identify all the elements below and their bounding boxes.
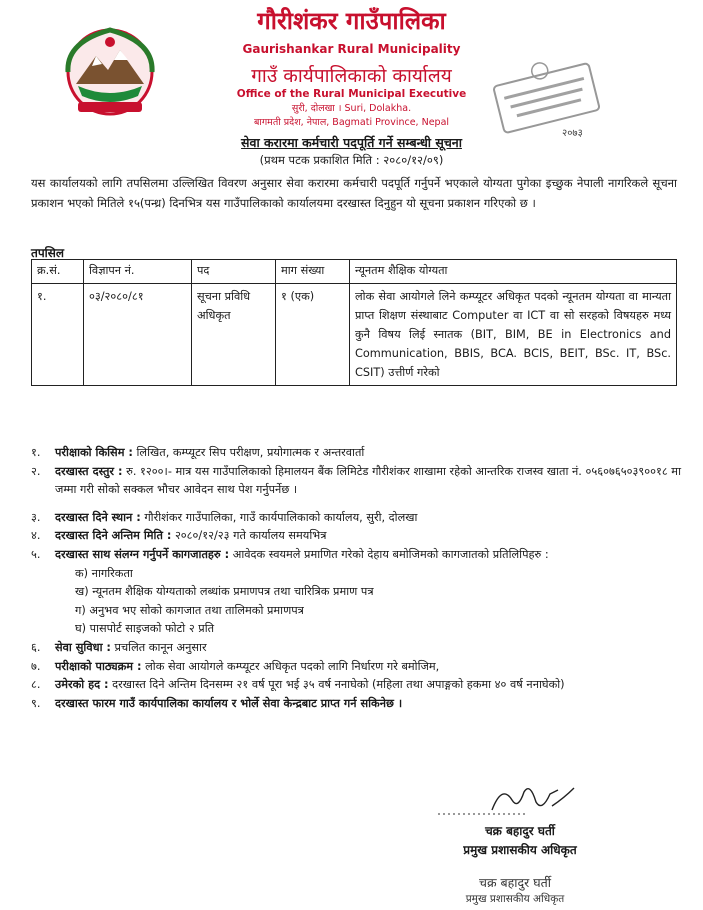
header-ad-no: विज्ञापन नं. bbox=[84, 260, 192, 284]
cell-qualification: लोक सेवा आयोगले लिने कम्प्यूटर अधिकृत पदको न्यूनतम योग्यता वा मान्यता प्राप्त शिक्षण संस्थाबाट Computer वा ICT वा सो सरहको विषयहरु मध्य कुनै विषय लिई स्नातक (BIT, BIM, BE in Electronics and Communication, BBIS, BCA. BCIS, BEIT, BSc. IT, BSc. CSIT) उत्तीर्ण गरेको bbox=[350, 284, 677, 386]
address-line-1: सुरी, दोलखा । Suri, Dolakha. bbox=[291, 103, 412, 114]
address-line-2: बागमती प्रदेश, नेपाल, Bagmati Province, Nepal bbox=[253, 117, 450, 128]
cell-demand: १ (एक) bbox=[276, 284, 350, 386]
cell-sn: १. bbox=[32, 284, 84, 386]
list-item: ८. उमेरको हद : दरखास्त दिने अन्तिम दिनसम्म २१ वर्ष पूरा भई ३५ वर्ष ननाघेको (महिला तथा अपाङ्गको हकमा ४० वर्ष ननाघेको) bbox=[31, 678, 565, 692]
signatory-title: प्रमुख प्रशासकीय अधिकृत bbox=[463, 843, 577, 857]
document-item: घ) पासपोर्ट साइजको फोटो २ प्रति bbox=[75, 622, 215, 636]
vacancy-table bbox=[31, 259, 677, 386]
office-name-nepali: गौरीशंकर गाउँपालिका bbox=[257, 7, 446, 35]
header-demand: माग संख्या bbox=[276, 260, 350, 284]
signatory-block bbox=[420, 822, 620, 860]
conditions-list bbox=[31, 444, 681, 713]
name-seal bbox=[420, 874, 610, 908]
cell-ad-no: ०३/२०८०/८१ bbox=[84, 284, 192, 386]
document-item: ख) न्यूनतम शैक्षिक योग्यताको लब्धांक प्रमाणपत्र तथा चारित्रिक प्रमाण पत्र bbox=[75, 585, 374, 599]
handwritten-signature bbox=[432, 780, 592, 820]
list-item: १. परीक्षाको किसिम : लिखित, कम्प्यूटर सिप परीक्षण, प्रयोगात्मक र अन्तरवार्ता bbox=[31, 446, 365, 459]
executive-office-nepali: गाउँ कार्यपालिकाको कार्यालय bbox=[251, 65, 452, 87]
publication-date: (प्रथम पटक प्रकाशित मिति : २०८०/१२/०९) bbox=[259, 153, 444, 167]
seal-title: प्रमुख प्रशासकीय अधिकृत bbox=[465, 893, 565, 905]
header-post: पद bbox=[192, 260, 276, 284]
list-item: २. दरखास्त दस्तुर : रु. १२००।- मात्र यस गाउँपालिकाको हिमालयन बैंक लिमिटेड गौरीशंकर शाखामा रहेको आन्तरिक राजस्व खाता नं. ०५६०७६५०३९००१८ मा जम्मा गरी सोको सक्कल भौचर आवेदन साथ पेश गर्नुपर्नेछ । bbox=[31, 464, 681, 497]
executive-office-english: Office of the Rural Municipal Executive bbox=[236, 88, 467, 100]
list-item: ७. परीक्षाको पाठ्यक्रम : लोक सेवा आयोगले कम्प्यूटर अधिकृत पदको लागि निर्धारण गरे बमोजिम, bbox=[31, 659, 440, 673]
office-name-english: Gaurishankar Rural Municipality bbox=[242, 42, 461, 56]
stamp-year: २०७३ bbox=[562, 128, 583, 139]
list-item: ३. दरखास्त दिने स्थान : गौरीशंकर गाउँपालिका, गाउँ कार्यपालिकाको कार्यालय, सुरी, दोलखा bbox=[31, 510, 418, 524]
list-item: ४. दरखास्त दिने अन्तिम मिति : २०८०/१२/२३ गते कार्यालय समयभित्र bbox=[31, 529, 327, 543]
cell-post: सूचना प्रविधि अधिकृत bbox=[192, 284, 276, 386]
notice-title: सेवा करारमा कर्मचारी पदपूर्ति गर्ने सम्बन्धी सूचना bbox=[241, 135, 462, 150]
table-row bbox=[32, 284, 677, 386]
list-item: ९. दरखास्त फारम गाउँ कार्यपालिका कार्यालय र भोर्ले सेवा केन्द्रबाट प्राप्त गर्न सकिनेछ । bbox=[31, 696, 403, 710]
document-item: क) नागरिकता bbox=[75, 566, 133, 580]
seal-name: चक्र बहादुर घर्ती bbox=[479, 875, 551, 890]
list-item: ५. दरखास्त साथ संलग्न गर्नुपर्ने कागजातहरु : आवेदक स्वयमले प्रमाणित गरेको देहाय बमोजिमको कागजातको प्रतिलिपिहरु : bbox=[31, 547, 549, 561]
table-header-row bbox=[32, 260, 677, 284]
header-sn: क्र.सं. bbox=[32, 260, 84, 284]
document-item: ग) अनुभव भए सोको कागजात तथा तालिमको प्रमाणपत्र bbox=[75, 603, 304, 617]
header-qualification: न्यूनतम शैक्षिक योग्यता bbox=[350, 260, 677, 284]
intro-paragraph: यस कार्यालयको लागि तपसिलमा उल्लिखित विवरण अनुसार सेवा करारमा कर्मचारी पदपूर्ति गर्नुपर्ने भएकाले योग्यता पुगेका इच्छुक नेपाली नागरिकले सूचना प्रकाशन भएको मितिले १५(पन्ध्र) दिनभित्र यस गाउँपालिकाको कार्यालयमा दरखास्त दिनुहुन यो सूचना प्रकाशन गरिएको छ । bbox=[31, 176, 677, 210]
office-seal-stamp bbox=[492, 60, 602, 140]
list-item: ६. सेवा सुविधा : प्रचलित कानून अनुसार bbox=[31, 640, 207, 654]
tapsil-heading: तपसिल bbox=[31, 246, 65, 260]
signatory-name: चक्र बहादुर घर्ती bbox=[485, 824, 555, 838]
